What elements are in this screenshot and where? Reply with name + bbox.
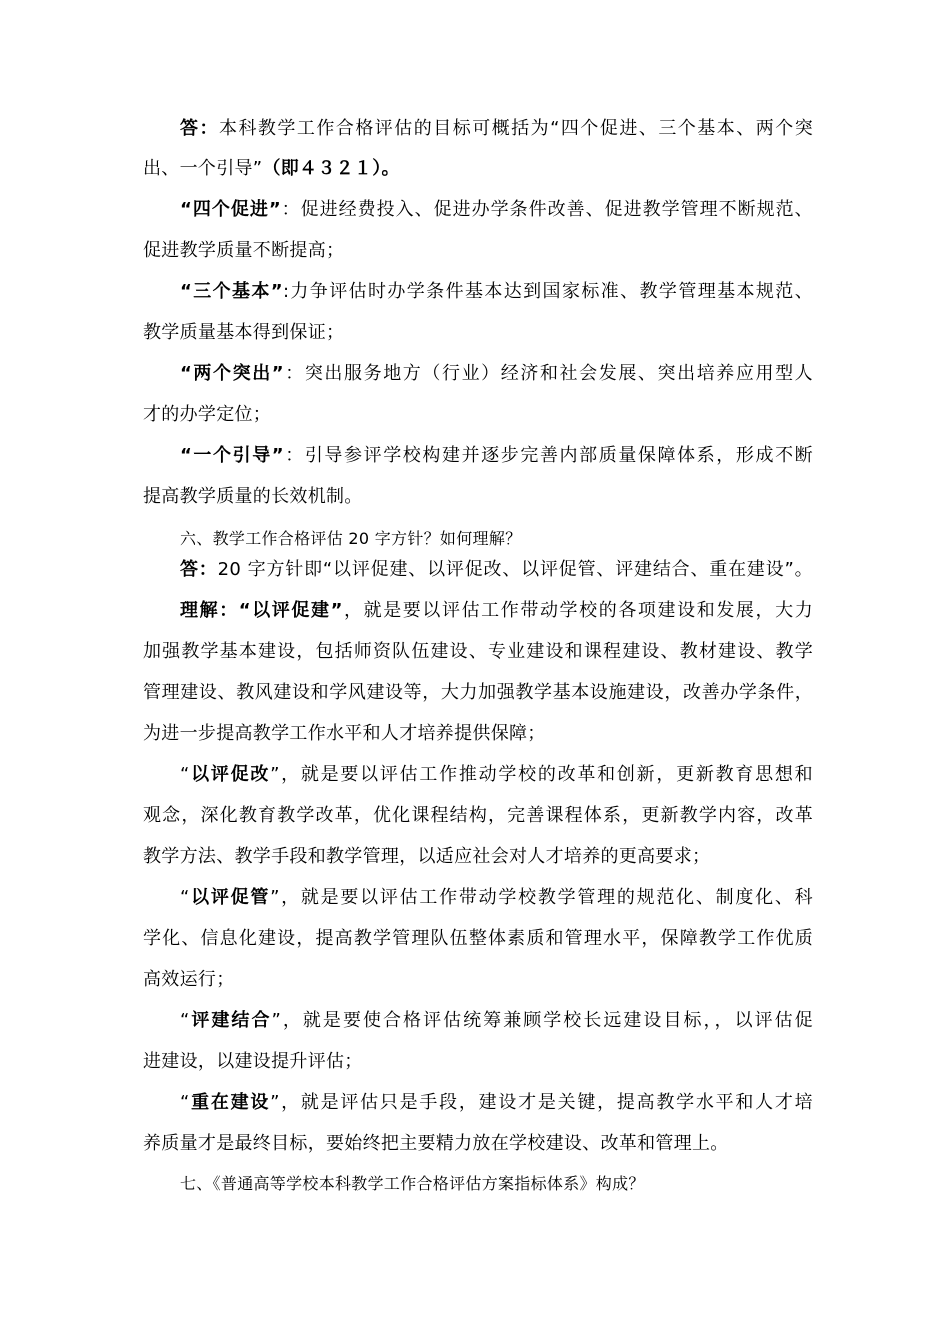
text: 促进教学质量不断提高； <box>143 240 345 261</box>
heading-text: 六、教学工作合格评估 20 字方针？如何理解？ <box>180 529 522 548</box>
text: 20 字方针即“以评促建、以评促改、以评促管、评建结合、重在建设”。 <box>217 559 813 580</box>
text: 养质量才是最终目标，要始终把主要精力放在学校建设、改革和管理上。 <box>143 1133 729 1154</box>
text: 观念，深化教育教学改革，优化课程结构，完善课程体系，更新教学内容，改革 <box>143 805 813 826</box>
text: 为进一步提高教学工作水平和人才培养提供保障； <box>143 723 546 744</box>
text: 进建设，以建设提升评估； <box>143 1051 363 1072</box>
text: 教学质量基本得到保证； <box>143 322 345 343</box>
answer-label: 答： <box>180 118 219 139</box>
text: 管理建设、教风建设和学风建设等，大力加强教学基本设施建设，改善办学条件， <box>143 682 813 703</box>
text-line <box>180 443 813 469</box>
text-line <box>143 402 813 428</box>
quote-mark: “ <box>180 1092 190 1113</box>
text-line <box>180 1090 813 1116</box>
text: ”，就是评估只是手段，建设才是关键，提高教学水平和人才培 <box>270 1092 813 1113</box>
term-label: 以评促管 <box>189 887 271 908</box>
bold-text: （即４３２１）。 <box>262 158 400 179</box>
text-line <box>143 639 813 665</box>
text: ”，就是要以评估工作带动学校教学管理的规范化、制度化、科 <box>270 887 813 908</box>
section-heading <box>180 1171 813 1197</box>
section-heading <box>180 526 813 552</box>
text-line <box>143 484 813 510</box>
text: 才的办学定位； <box>143 404 272 425</box>
text: ”，就是要使合格评估统筹兼顾学校长远建设目标，，以评估促 <box>271 1010 813 1031</box>
text-line <box>143 844 813 870</box>
text-line <box>143 803 813 829</box>
term-label: 重在建设 <box>189 1092 271 1113</box>
term-label: “两个突出” <box>180 363 284 384</box>
term-label: 评建结合 <box>189 1010 272 1031</box>
text-line <box>180 598 813 624</box>
term-label: “一个引导” <box>180 445 284 466</box>
text: :力争评估时办学条件基本达到国家标准、教学管理基本规范、 <box>282 281 813 302</box>
text: ：突出服务地方（行业）经济和社会发展、突出培养应用型人 <box>283 363 813 384</box>
text: 高效运行； <box>143 969 235 990</box>
text: 出、一个引导” <box>143 158 263 179</box>
text-line <box>143 967 813 993</box>
quote-mark: “ <box>180 1010 190 1031</box>
text: 教学方法、教学手段和教学管理，以适应社会对人才培养的更高要求； <box>143 846 711 867</box>
text: 提高教学质量的长效机制。 <box>143 486 363 507</box>
text-line <box>180 197 813 223</box>
text-line <box>180 361 813 387</box>
term-label: 以评促改 <box>189 764 271 785</box>
text-line <box>143 680 813 706</box>
text-line <box>180 1008 813 1034</box>
text-line <box>180 762 813 788</box>
answer-line <box>180 557 813 583</box>
quote-mark: “ <box>180 764 190 785</box>
text: 学化、信息化建设，提高教学管理队伍整体素质和管理水平，保障教学工作优质 <box>143 928 813 949</box>
heading-text: 七、《普通高等学校本科教学工作合格评估方案指标体系》构成？ <box>180 1174 645 1193</box>
text: ”，就是要以评估工作推动学校的改革和创新，更新教育思想和 <box>270 764 813 785</box>
quote-mark: “ <box>180 887 190 908</box>
term-label: 理解：“以评促建” <box>180 600 343 621</box>
text-line <box>180 885 813 911</box>
text: 加强教学基本建设，包括师资队伍建设、专业建设和课程建设、教材建设、教学 <box>143 641 813 662</box>
text: ：引导参评学校构建并逐步完善内部质量保障体系，形成不断 <box>283 445 813 466</box>
text: 本科教学工作合格评估的目标可概括为“四个促进、三个基本、两个突 <box>218 118 813 139</box>
text-line <box>143 320 813 346</box>
text-line <box>143 156 813 182</box>
text-line <box>143 1131 813 1157</box>
term-label: “四个促进” <box>180 199 281 220</box>
answer-line <box>180 116 813 142</box>
text-line <box>143 238 813 264</box>
text-line <box>143 721 813 747</box>
text-line <box>180 279 813 305</box>
text-line <box>143 926 813 952</box>
text: ：促进经费投入、促进办学条件改善、促进教学管理不断规范、 <box>280 199 813 220</box>
answer-label: 答： <box>180 559 218 580</box>
text-line <box>143 1049 813 1075</box>
term-label: “三个基本” <box>180 281 283 302</box>
text: ，就是要以评估工作带动学校的各项建设和发展，大力 <box>342 600 813 621</box>
